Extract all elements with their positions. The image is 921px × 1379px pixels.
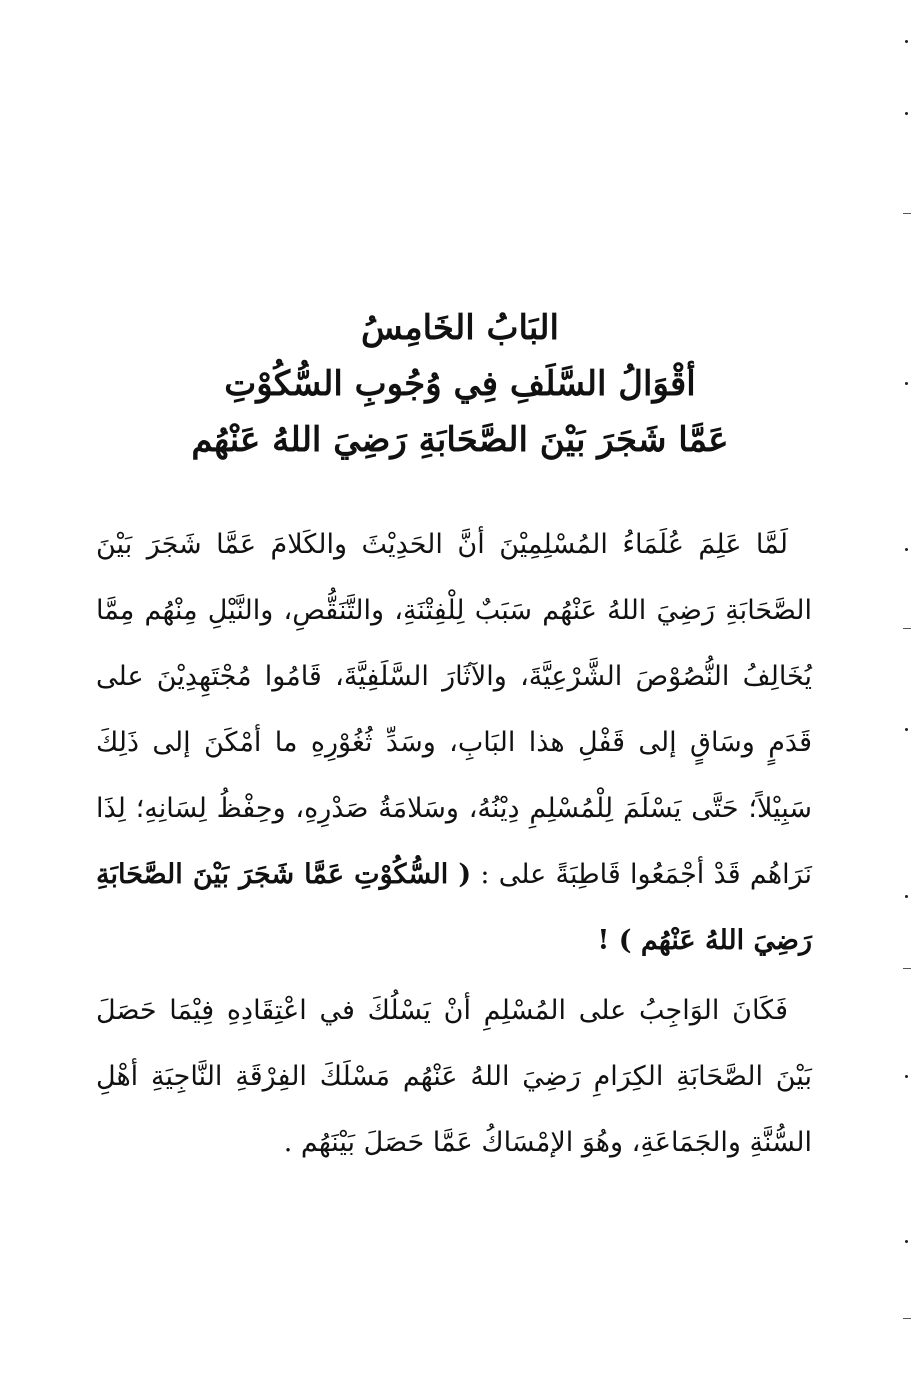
chapter-heading [100, 300, 820, 468]
chapter-number: البَابُ الخَامِسُ [361, 308, 559, 348]
chapter-title-line-1: أقْوَالُ السَّلَفِ فِي وُجُوبِ السُّكُوْتِ [224, 364, 696, 404]
paragraph-1-quote: ( السُّكُوْتِ عَمَّا شَجَرَ بَيْنَ الصَّحَابَةِ رَضِيَ اللهُ عَنْهُم ) ! [96, 859, 812, 956]
scan-margin-mark [905, 895, 908, 898]
chapter-title-line-2: عَمَّا شَجَرَ بَيْنَ الصَّحَابَةِ رَضِيَ اللهُ عَنْهُم [191, 420, 729, 460]
paragraph-2-text: فَكَانَ الوَاجِبُ على المُسْلِمِ أنْ يَسْلُكَ في اعْتِقَادِهِ فِيْمَا حَصَلَ بَيْنَ الصَّحَابَةِ الكِرَامِ رَضِيَ اللهُ عَنْهُم مَسْلَكَ الفِرْقَةِ النَّاجِيَةِ أهْلِ السُّنَّةِ والجَمَاعَةِ، وهُوَ الإمْسَاكُ عَمَّا حَصَلَ بَيْنَهُم . [96, 995, 812, 1158]
paragraph-2 [96, 978, 812, 1176]
scan-margin-mark [905, 112, 908, 115]
scan-margin-mark [905, 382, 908, 385]
scan-margin-mark [905, 1075, 908, 1078]
scan-margin-mark [905, 728, 908, 731]
paragraph-1 [96, 512, 812, 974]
scan-margin-mark [905, 548, 908, 551]
scan-margin-mark [903, 628, 911, 629]
scan-margin-mark [905, 1240, 908, 1243]
scan-margin-mark [903, 968, 911, 969]
scan-margin-mark [905, 40, 908, 43]
scan-margin-mark [903, 213, 911, 214]
paragraph-1-text: لَمَّا عَلِمَ عُلَمَاءُ المُسْلِمِيْنَ أنَّ الحَدِيْثَ والكَلامَ عَمَّا شَجَرَ بَيْنَ الصَّحَابَةِ رَضِيَ اللهُ عَنْهُم سَبَبٌ لِلْفِتْنَةِ، والتَّنَقُّصِ، والنَّيْلِ مِنْهُم مِمَّا يُخَالِفُ النُّصُوْصَ الشَّرْعِيَّةَ، والآثَارَ السَّلَفِيَّةَ، قَامُوا مُجْتَهِدِيْنَ على قَدَمٍ وسَاقٍ إلى قَفْلِ هذا البَابِ، وسَدِّ ثُغُوْرِهِ ما أمْكَنَ إلى ذَلِكَ سَبِيْلاً؛ حَتَّى يَسْلَمَ لِلْمُسْلِمِ دِيْنُهُ، وسَلامَةُ صَدْرِهِ، وحِفْظُ لِسَانِهِ؛ لِذَا نَرَاهُم قَدْ أجْمَعُوا قَاطِبَةً على : [96, 529, 812, 890]
scan-margin-mark [903, 1318, 911, 1319]
